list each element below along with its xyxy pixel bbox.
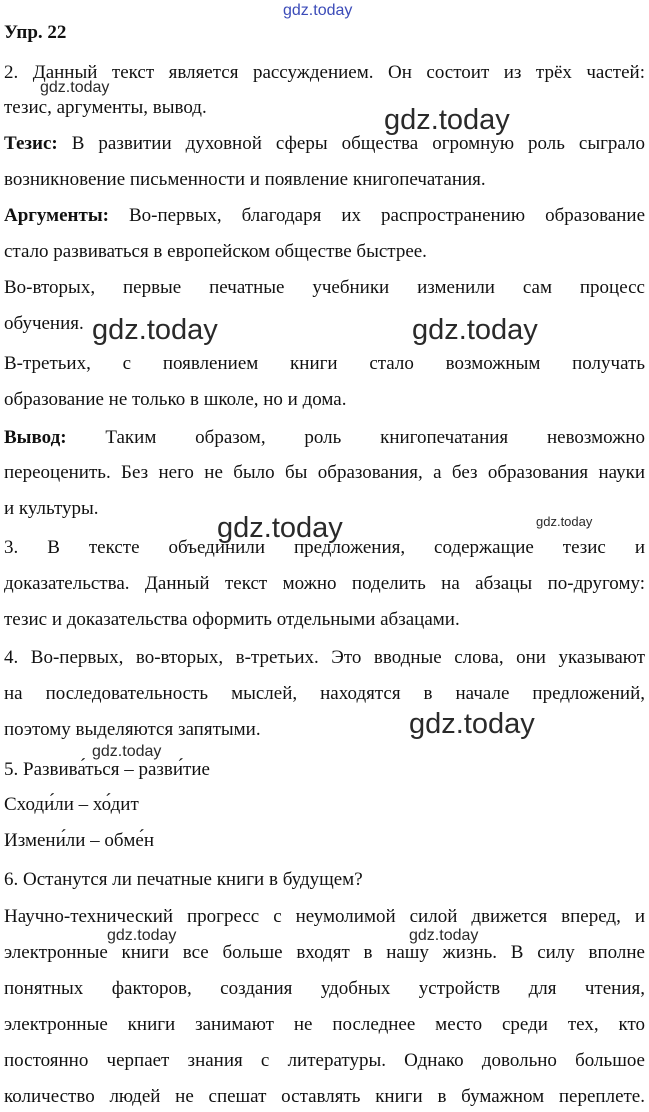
text-line: понятных факторов, создания удобных устройств для чтения, (4, 978, 645, 999)
watermark: gdz.today (409, 708, 535, 740)
text-line: возникновение письменности и появление книгопечатания. (4, 169, 486, 190)
text-line: переоценить. Без него не было бы образования, а без образования науки (4, 462, 645, 483)
arguments-text: Во-первых, благодаря их распространению образование (108, 205, 645, 226)
text-line: тезис и доказательства оформить отдельными абзацами. (4, 609, 460, 630)
text-line: 5. Развива́ться – разви́тие (4, 759, 210, 780)
text-line: 3. В тексте объединили предложения, содержащие тезис и (4, 537, 645, 558)
text-line: на последовательность мыслей, находятся в начале предложений, (4, 683, 645, 704)
text-line: поэтому выделяются запятыми. (4, 719, 261, 740)
text-line: электронные книги все больше входят в нашу жизнь. В силу вполне (4, 942, 645, 963)
exercise-title: Упр. 22 (4, 22, 67, 43)
conclusion-line (4, 424, 645, 452)
text-line: Сходи́ли – хо́дит (4, 794, 139, 815)
text-line: количество людей не спешат оставлять книги в бумажном переплете. (4, 1086, 645, 1107)
watermark-top: gdz.today (283, 2, 353, 19)
text-line: Во-вторых, первые печатные учебники изменили сам процесс (4, 277, 645, 298)
thesis-line (4, 130, 645, 158)
watermark: gdz.today (384, 104, 510, 136)
text-line: 4. Во-первых, во-вторых, в-третьих. Это вводные слова, они указывают (4, 647, 645, 668)
text-line: 2. Данный текст является рассуждением. Он состоит из трёх частей: (4, 62, 645, 83)
text-line: В-третьих, с появлением книги стало возможным получать (4, 353, 645, 374)
text-line: тезис, аргументы, вывод. (4, 97, 207, 118)
watermark: gdz.today (92, 314, 218, 346)
text-line: образование не только в школе, но и дома. (4, 389, 347, 410)
conclusion-text: Таким образом, роль книгопечатания невозможно (66, 427, 645, 448)
arguments-label: Аргументы: (4, 205, 109, 226)
watermark: gdz.today (409, 927, 479, 944)
text-line: обучения. (4, 313, 84, 334)
watermark: gdz.today (217, 512, 343, 544)
arguments-line (4, 202, 645, 230)
text-line: электронные книги занимают не последнее место среди тех, кто (4, 1014, 645, 1035)
conclusion-label: Вывод: (4, 427, 67, 448)
watermark: gdz.today (536, 514, 593, 529)
text-line: Измени́ли – обме́н (4, 830, 155, 851)
text-line: стало развиваться в европейском обществе быстрее. (4, 241, 427, 262)
watermark: gdz.today (92, 743, 162, 760)
text-line: постоянно черпает знания с литературы. Однако довольно большое (4, 1050, 645, 1071)
text-line: и культуры. (4, 498, 99, 519)
text-line: доказательства. Данный текст можно поделить на абзацы по-другому: (4, 573, 645, 594)
thesis-label: Тезис: (4, 133, 58, 154)
thesis-text: В развитии духовной сферы общества огромную роль сыграло (57, 133, 645, 154)
watermark: gdz.today (40, 79, 110, 96)
text-line: Научно-технический прогресс с неумолимой силой движется вперед, и (4, 906, 645, 927)
text-line: 6. Останутся ли печатные книги в будущем? (4, 869, 363, 890)
watermark: gdz.today (107, 927, 177, 944)
watermark: gdz.today (412, 314, 538, 346)
